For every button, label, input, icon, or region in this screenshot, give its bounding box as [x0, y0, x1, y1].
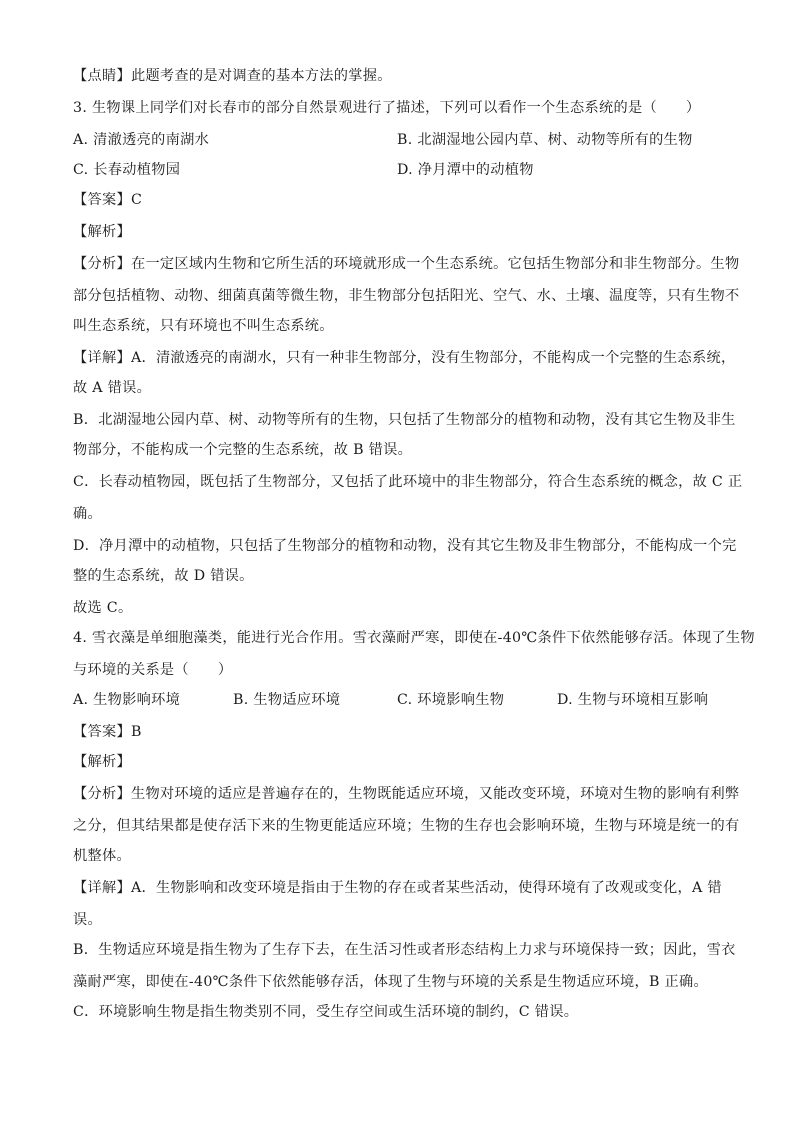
q4-option-d: D. 生物与环境相互影响 [557, 692, 709, 708]
q3-detail-line: 【详解】A．清澈透亮的南湖水，只有一种非生物部分，没有生物部分，不能构成一个完整的生态系统， [73, 350, 736, 366]
q4-detail-line: 误。 [73, 912, 102, 928]
q3-analysis-line: 叫生态系统，只有环境也不叫生态系统。 [73, 318, 334, 334]
q3-detail-line: C．长春动植物园，既包括了生物部分，又包括了此环境中的非生物部分，符合生态系统的概念，故 C 正 [73, 474, 743, 490]
q3-detail-line: B．北湖湿地公园内草、树、动物等所有的生物，只包括了生物部分的植物和动物，没有其它生物及非生 [73, 412, 736, 428]
q4-option-a: A. 生物影响环境 [73, 692, 181, 708]
q4-analysis-heading: 【解析】 [73, 754, 131, 770]
q3-answer: 【答案】C [73, 192, 143, 208]
q4-analysis-line: 【分析】生物对环境的适应是普遍存在的，生物既能适应环境，又能改变环境，环境对生物的影响有利弊 [73, 786, 740, 802]
q4-analysis-line: 之分，但其结果都是使存活下来的生物更能适应环境；生物的生存也会影响环境，生物与环境是统一的有 [73, 818, 740, 834]
q4-option-c: C. 环境影响生物 [397, 692, 505, 708]
q3-analysis-heading: 【解析】 [73, 224, 131, 240]
question-4-stem: 与环境的关系是（ ） [73, 662, 233, 678]
q3-conclusion: 故选 C。 [73, 600, 133, 616]
q4-analysis-line: 机整体。 [73, 848, 131, 864]
q3-analysis-line: 【分析】在一定区域内生物和它所生活的环境就形成一个生态系统。它包括生物部分和非生物部分。生物 [73, 256, 740, 272]
q4-detail-line: B．生物适应环境是指生物为了生存下去，在生活习性或者形态结构上力求与环境保持一致；因此，雪衣 [73, 942, 736, 958]
q4-answer: 【答案】B [73, 724, 142, 740]
q3-option-c: C. 长春动植物园 [73, 162, 181, 178]
question-4-stem: 4. 雪衣藻是单细胞藻类，能进行光合作用。雪衣藻耐严寒，即使在-40℃条件下依然能够存活。体现了生物 [73, 630, 755, 646]
q4-option-b: B. 生物适应环境 [233, 692, 341, 708]
question-3-stem: 3. 生物课上同学们对长春市的部分自然景观进行了描述，下列可以看作一个生态系统的是（ ） [73, 100, 701, 116]
q3-detail-line: 物部分，不能构成一个完整的生态系统，故 B 错误。 [73, 442, 413, 458]
q3-detail-line: D．净月潭中的动植物，只包括了生物部分的植物和动物，没有其它生物及非生物部分，不能构成一个完 [73, 538, 737, 554]
q3-detail-line: 确。 [73, 506, 102, 522]
q4-detail-line: 藻耐严寒，即使在-40℃条件下依然能够存活，体现了生物与环境的关系是生物适应环境，B 正确。 [73, 974, 708, 990]
note-line: 【点睛】此题考查的是对调查的基本方法的掌握。 [73, 68, 392, 84]
q3-detail-line: 整的生态系统，故 D 错误。 [73, 568, 254, 584]
q3-analysis-line: 部分包括植物、动物、细菌真菌等微生物，非生物部分包括阳光、空气、水、土壤、温度等，只有生物不 [73, 288, 740, 304]
q3-option-a: A. 清澈透亮的南湖水 [73, 132, 210, 148]
q3-option-b: B. 北湖湿地公园内草、树、动物等所有的生物 [397, 132, 693, 148]
q4-detail-line: C．环境影响生物是指生物类别不同，受生存空间或生活环境的制约，C 错误。 [73, 1004, 579, 1020]
q3-option-d: D. 净月潭中的动植物 [397, 162, 534, 178]
q4-detail-line: 【详解】A．生物影响和改变环境是指由于生物的存在或者某些活动，使得环境有了改观或变化，A 错 [73, 880, 722, 896]
q3-detail-line: 故 A 错误。 [73, 380, 152, 396]
